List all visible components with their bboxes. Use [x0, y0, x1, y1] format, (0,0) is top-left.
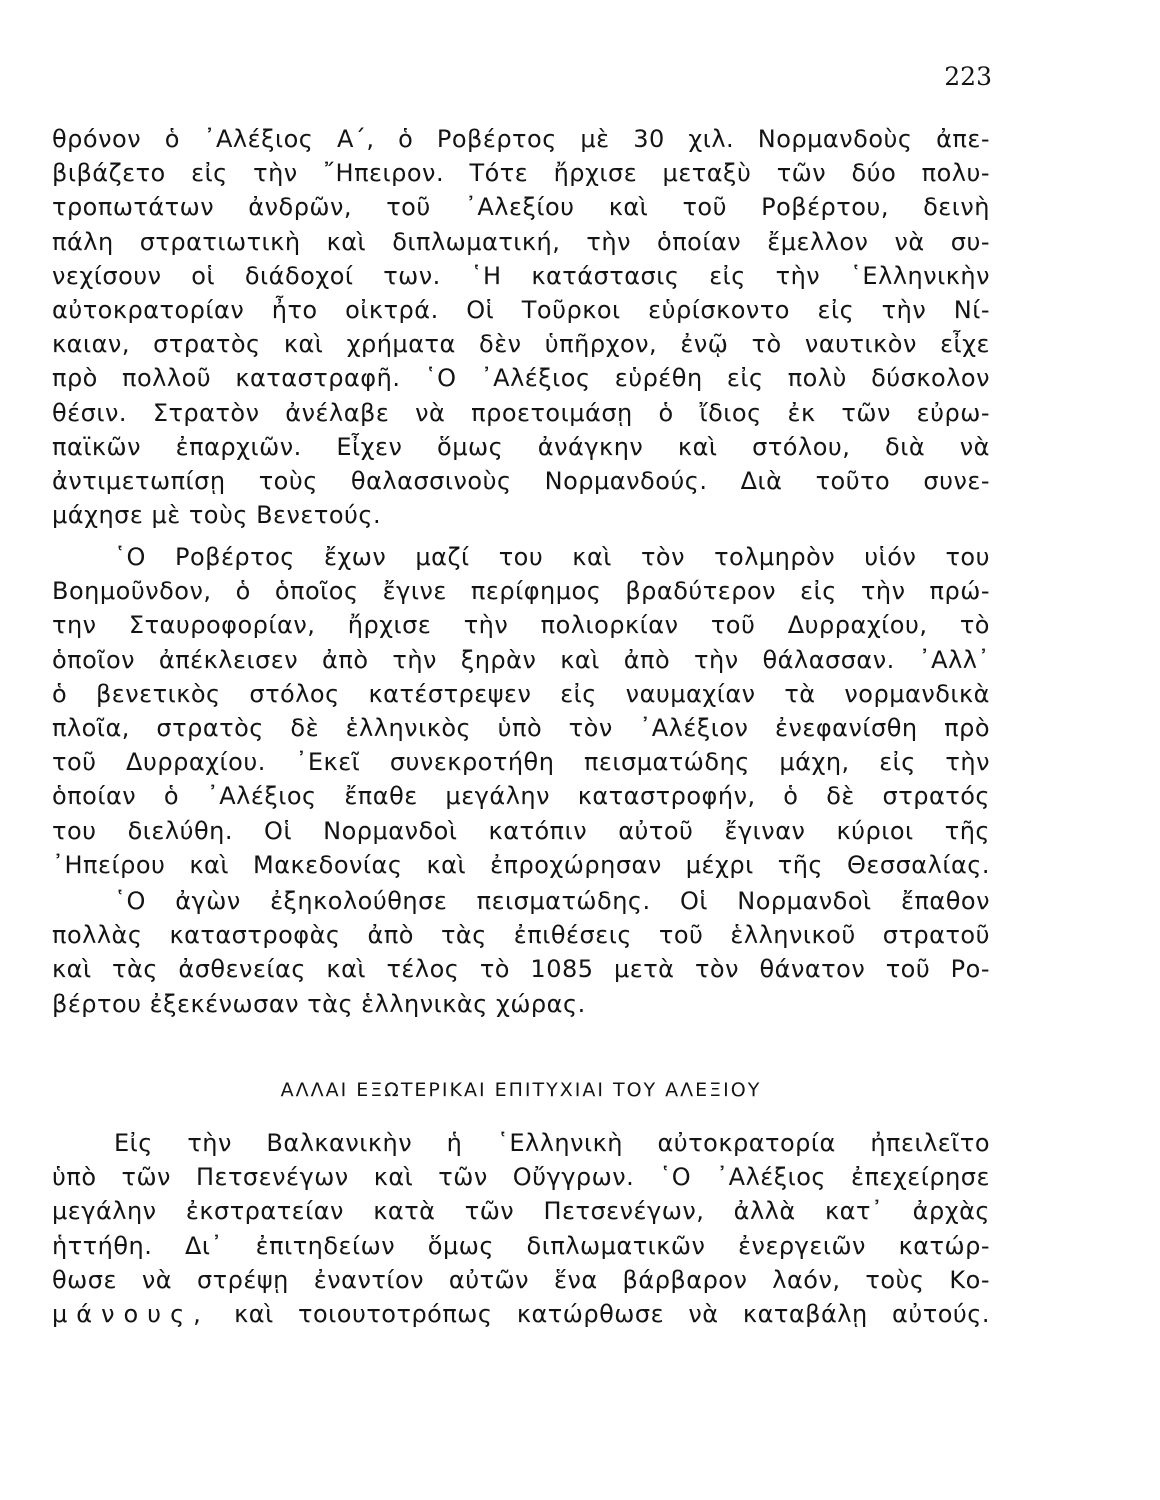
- text-line: πολλὰς καταστροφὰς ἀπὸ τὰς ἐπιθέσεις τοῦ ἑλληνικοῦ στρατοῦ: [52, 921, 990, 950]
- text-line: ὑπὸ τῶν Πετσενέγων καὶ τῶν Οὔγγρων. ῾Ο ᾿Αλέξιος ἐπεχείρησε: [52, 1163, 990, 1192]
- text-line-last: [52, 1297, 990, 1331]
- text-line: μεγάλην ἐκστρατείαν κατὰ τῶν Πετσενέγων, ἀλλὰ κατ᾿ ἀρχὰς: [52, 1197, 990, 1226]
- text-line: μάχησε μὲ τοὺς Βενετούς.: [52, 501, 382, 530]
- paragraph-1: [52, 122, 990, 532]
- spaced-emphasis: μάνους,: [52, 1299, 210, 1328]
- text-line: ὁποῖον ἀπέκλεισεν ἀπὸ τὴν ξηρὰν καὶ ἀπὸ τὴν θάλασσαν. ᾿Αλλ᾿: [52, 645, 990, 674]
- text-line: θέσιν. Στρατὸν ἀνέλαβε νὰ προετοιμάσῃ ὁ ἴδιος ἐκ τῶν εὐρω-: [52, 398, 990, 427]
- text-line: ῾Ο Ροβέρτος ἔχων μαζί του καὶ τὸν τολμηρὸν υἱόν του: [114, 543, 990, 571]
- text-line: καιαν, στρατὸς καὶ χρήματα δὲν ὑπῆρχον, ἐνῷ τὸ ναυτικὸν εἶχε: [52, 330, 990, 359]
- text-line: την Σταυροφορίαν, ἤρχισε τὴν πολιορκίαν τοῦ Δυρραχίου, τὸ: [52, 611, 990, 640]
- text-line-rest: καὶ τοιουτοτρόπως κατώρθωσε νὰ καταβάλῃ αὐτούς.: [209, 1299, 990, 1328]
- text-line: Εἰς τὴν Βαλκανικὴν ἡ ῾Ελληνικὴ αὐτοκρατορία ἠπειλεῖτο: [114, 1129, 990, 1157]
- text-line: του διελύθη. Οἱ Νορμανδοὶ κατόπιν αὐτοῦ ἔγιναν κύριοι τῆς: [52, 816, 990, 845]
- text-line: βέρτου ἐξεκένωσαν τὰς ἑλληνικὰς χώρας.: [52, 989, 586, 1018]
- text-line: πλοῖα, στρατὸς δὲ ἑλληνικὸς ὑπὸ τὸν ᾿Αλέξιον ἐνεφανίσθη πρὸ: [52, 713, 990, 742]
- paragraph-2: [52, 540, 990, 882]
- paragraph-3: [52, 884, 990, 1021]
- text-line: νεχίσουν οἱ διάδοχοί των. ῾Η κατάστασις εἰς τὴν ῾Ελληνικὴν: [52, 261, 990, 290]
- text-line: παϊκῶν ἐπαρχιῶν. Εἶχεν ὅμως ἀνάγκην καὶ στόλου, διὰ νὰ: [52, 432, 990, 461]
- text-line: τροπωτάτων ἀνδρῶν, τοῦ ᾿Αλεξίου καὶ τοῦ Ροβέρτου, δεινὴ: [52, 193, 990, 222]
- text-line: Βοημοῦνδον, ὁ ὁποῖος ἔγινε περίφημος βραδύτερον εἰς τὴν πρώ-: [52, 577, 990, 606]
- text-line: πάλη στρατιωτικὴ καὶ διπλωματική, τὴν ὁποίαν ἔμελλον νὰ συ-: [52, 227, 990, 256]
- text-line: ᾿Ηπείρου καὶ Μακεδονίας καὶ ἐπροχώρησαν μέχρι τῆς Θεσσαλίας.: [52, 850, 990, 879]
- text-line: καὶ τὰς ἀσθενείας καὶ τέλος τὸ 1085 μετὰ τὸν θάνατον τοῦ Ρο-: [52, 955, 990, 984]
- text-line: τοῦ Δυρραχίου. ᾿Εκεῖ συνεκροτήθη πεισματώδης μάχη, εἰς τὴν: [52, 748, 990, 777]
- section-heading: ΑΛΛΑΙ ΕΞΩΤΕΡΙΚΑΙ ΕΠΙΤΥΧΙΑΙ ΤΟΥ ΑΛΕΞΙΟΥ: [280, 1079, 762, 1101]
- text-line: θωσε νὰ στρέψῃ ἐναντίον αὐτῶν ἕνα βάρβαρον λαόν, τοὺς Κο-: [52, 1265, 990, 1294]
- text-line: ὁποίαν ὁ ᾿Αλέξιος ἔπαθε μεγάλην καταστροφήν, ὁ δὲ στρατός: [52, 782, 990, 811]
- text-line: αὐτοκρατορίαν ἦτο οἰκτρά. Οἱ Τοῦρκοι εὑρίσκοντο εἰς τὴν Νί-: [52, 295, 990, 324]
- page-number: 223: [944, 62, 992, 91]
- text-line: ἡττήθη. Δι᾿ ἐπιτηδείων ὅμως διπλωματικῶν ἐνεργειῶν κατώρ-: [52, 1231, 990, 1260]
- text-line: ὁ βενετικὸς στόλος κατέστρεψεν εἰς ναυμαχίαν τὰ νορμανδικὰ: [52, 679, 990, 708]
- text-line: πρὸ πολλοῦ καταστραφῆ. ῾Ο ᾿Αλέξιος εὑρέθη εἰς πολὺ δύσκολον: [52, 364, 990, 393]
- text-line: βιβάζετο εἰς τὴν ῎Ηπειρον. Τότε ἤρχισε μεταξὺ τῶν δύο πολυ-: [52, 159, 990, 188]
- text-line: ῾Ο ἀγὼν ἐξηκολούθησε πεισματώδης. Οἱ Νορμανδοὶ ἔπαθον: [114, 887, 990, 915]
- paragraph-4: [52, 1126, 990, 1331]
- text-line: ἀντιμετωπίσῃ τοὺς θαλασσινοὺς Νορμανδούς. Διὰ τοῦτο συνε-: [52, 466, 990, 495]
- text-line: θρόνον ὁ ᾿Αλέξιος Α΄, ὁ Ροβέρτος μὲ 30 χιλ. Νορμανδοὺς ἀπε-: [52, 125, 990, 153]
